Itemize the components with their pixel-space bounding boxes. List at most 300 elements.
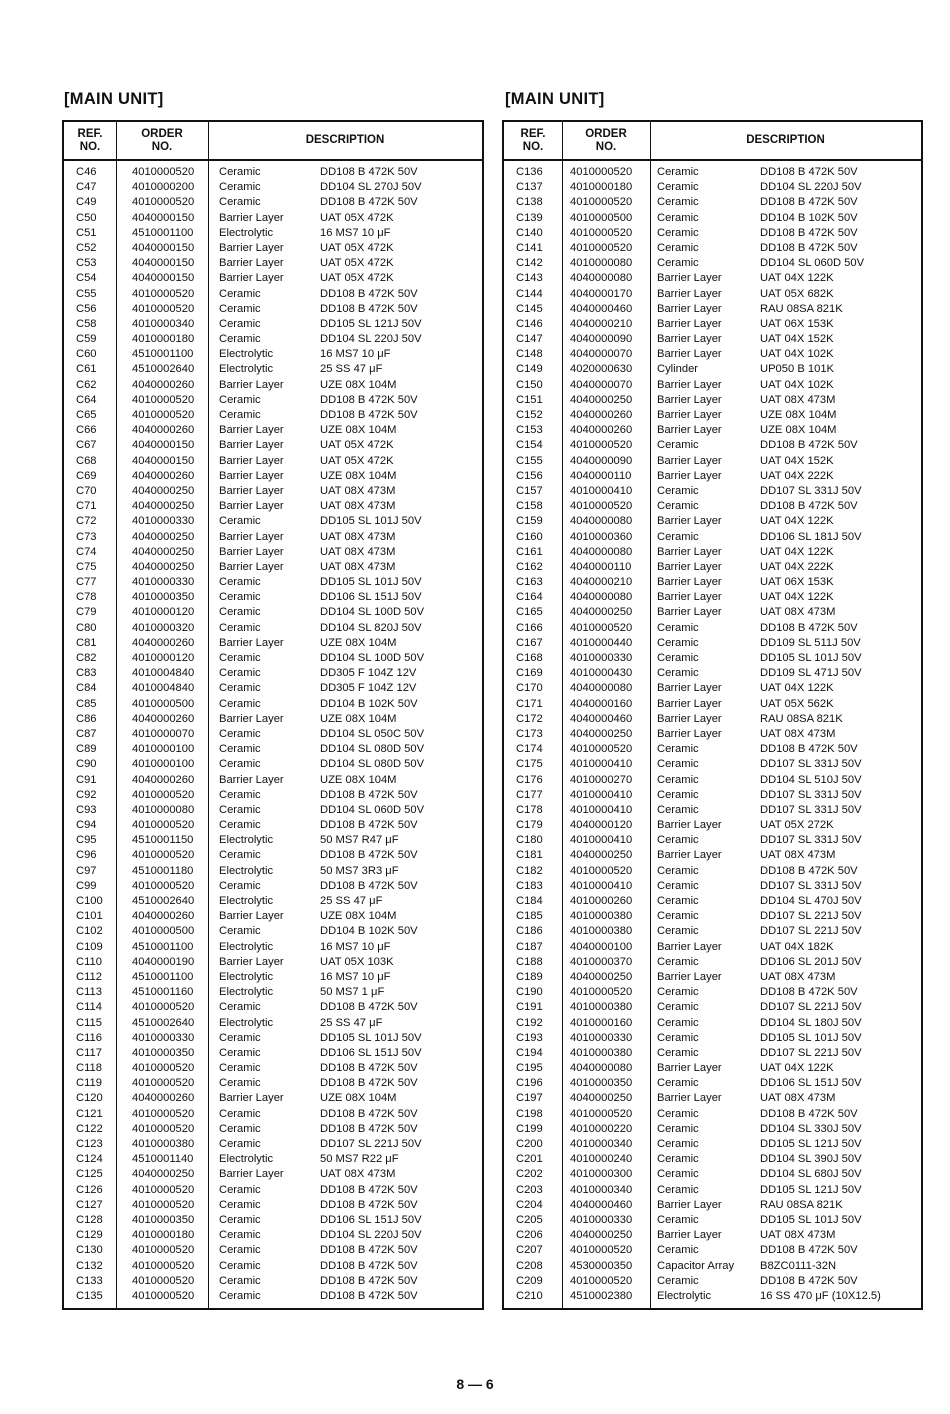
order-no-cell: 4510002640 xyxy=(132,895,195,907)
table-row xyxy=(504,1107,921,1122)
ref-no-cell: C149 xyxy=(516,363,543,376)
ref-no-cell: C186 xyxy=(516,925,543,938)
table-row xyxy=(64,605,482,620)
ref-no-cell: C175 xyxy=(516,758,543,771)
part-type-cell: Ceramic xyxy=(657,1183,699,1196)
part-type-cell: Ceramic xyxy=(657,1107,699,1120)
order-no-cell: 4040000260 xyxy=(132,378,195,391)
part-spec-cell: DD108 B 472K 50V xyxy=(320,879,418,892)
table-row xyxy=(504,1076,921,1091)
part-type-cell: Barrier Layer xyxy=(219,545,284,558)
order-no-cell: 4040000260 xyxy=(132,773,195,786)
ref-no-cell: C144 xyxy=(516,287,543,300)
part-spec-cell: UAT 05X 472K xyxy=(320,272,394,285)
ref-no-cell: C135 xyxy=(76,1289,103,1302)
table-row xyxy=(64,773,482,788)
part-spec-cell: UAT 05X 562K xyxy=(760,697,834,710)
table-body xyxy=(504,165,921,1304)
table-row xyxy=(64,742,482,757)
part-spec-cell: DD107 SL 331J 50V xyxy=(760,834,862,847)
part-spec-cell: 50 MS7 R22 μF xyxy=(320,1153,399,1166)
part-spec-cell: DD107 SL 221J 50V xyxy=(760,1046,862,1059)
part-type-cell: Barrier Layer xyxy=(657,591,722,604)
part-spec-cell: DD108 B 472K 50V xyxy=(320,166,418,178)
part-spec-cell: DD107 SL 331J 50V xyxy=(760,803,862,816)
order-no-cell: 4040000080 xyxy=(570,272,633,285)
part-type-cell: Ceramic xyxy=(219,925,261,938)
part-type-cell: Ceramic xyxy=(219,1062,261,1075)
part-spec-cell: DD106 SL 201J 50V xyxy=(760,955,862,968)
ref-header-line2: NO. xyxy=(522,140,544,153)
part-type-cell: Ceramic xyxy=(657,484,699,497)
ref-no-cell: C71 xyxy=(76,500,97,513)
table-row xyxy=(64,1152,482,1167)
table-row xyxy=(504,454,921,469)
table-row xyxy=(504,560,921,575)
table-row xyxy=(64,408,482,423)
order-no-cell: 4010000520 xyxy=(570,241,633,254)
part-type-cell: Ceramic xyxy=(657,1046,699,1059)
description-header-label: DESCRIPTION xyxy=(746,134,825,146)
table-row xyxy=(504,1289,921,1304)
order-no-cell: 4040000210 xyxy=(570,576,633,589)
part-spec-cell: UZE 08X 104M xyxy=(320,636,397,649)
order-no-cell: 4010000520 xyxy=(132,1183,195,1196)
table-row xyxy=(504,940,921,955)
ref-no-cell: C192 xyxy=(516,1016,543,1029)
order-no-cell: 4040000170 xyxy=(570,287,633,300)
part-spec-cell: 25 SS 47 μF xyxy=(320,895,383,907)
ref-no-cell: C204 xyxy=(516,1198,543,1211)
table-row xyxy=(64,681,482,696)
part-type-cell: Ceramic xyxy=(657,955,699,968)
table-row xyxy=(64,864,482,879)
table-row xyxy=(64,727,482,742)
part-spec-cell: DD104 SL 080D 50V xyxy=(320,758,425,771)
ref-no-cell: C68 xyxy=(76,454,97,467)
part-type-cell: Ceramic xyxy=(657,226,699,239)
part-type-cell: Ceramic xyxy=(219,1001,261,1014)
part-type-cell: Ceramic xyxy=(219,606,261,619)
order-no-cell: 4040000070 xyxy=(570,348,633,361)
part-spec-cell: DD108 B 472K 50V xyxy=(760,986,858,999)
ref-no-cell: C46 xyxy=(76,166,97,178)
part-type-cell: Ceramic xyxy=(657,241,699,254)
order-no-cell: 4510002640 xyxy=(132,363,195,376)
order-no-cell: 4040000090 xyxy=(570,333,633,346)
part-type-cell: Ceramic xyxy=(657,257,699,270)
part-spec-cell: DD105 SL 121J 50V xyxy=(760,1138,862,1150)
ref-no-cell: C133 xyxy=(76,1274,103,1287)
order-no-cell: 4040000250 xyxy=(132,530,195,543)
order-no-cell: 4040000100 xyxy=(570,940,633,953)
part-spec-cell: UAT 05X 472K xyxy=(320,454,394,467)
ref-no-cell: C115 xyxy=(76,1016,102,1029)
description-header xyxy=(650,122,921,159)
order-no-cell: 4010000520 xyxy=(132,879,195,892)
description-header xyxy=(208,122,482,159)
ref-no-cell: C109 xyxy=(76,940,103,953)
ref-no-cell: C92 xyxy=(76,788,97,801)
table-row xyxy=(64,833,482,848)
part-type-cell: Barrier Layer xyxy=(657,454,722,467)
part-type-cell: Electrolytic xyxy=(219,940,274,953)
part-spec-cell: UZE 08X 104M xyxy=(760,424,837,437)
part-spec-cell: DD108 B 472K 50V xyxy=(320,819,418,832)
order-no-cell: 4040000250 xyxy=(570,727,633,740)
part-type-cell: Ceramic xyxy=(657,1001,699,1014)
part-type-cell: Barrier Layer xyxy=(657,287,722,300)
part-spec-cell: UAT 04X 122K xyxy=(760,545,834,558)
part-type-cell: Ceramic xyxy=(657,864,699,877)
ref-no-cell: C162 xyxy=(516,560,543,573)
table-row xyxy=(504,712,921,727)
part-type-cell: Electrolytic xyxy=(219,1016,274,1029)
order-no-cell: 4040000260 xyxy=(132,1092,195,1105)
part-spec-cell: UZE 08X 104M xyxy=(320,910,397,923)
part-type-cell: Barrier Layer xyxy=(219,439,284,452)
table-row xyxy=(64,271,482,286)
table-row xyxy=(504,697,921,712)
order-no-cell: 4010000520 xyxy=(132,166,195,178)
ref-no-cell: C123 xyxy=(76,1138,103,1150)
table-row xyxy=(64,985,482,1000)
order-no-cell: 4010000380 xyxy=(570,1001,633,1014)
order-no-cell: 4010000180 xyxy=(570,181,633,194)
part-spec-cell: DD105 SL 121J 50V xyxy=(760,1183,862,1196)
ref-no-cell: C191 xyxy=(516,1001,543,1014)
ref-no-cell: C140 xyxy=(516,226,543,239)
table-header xyxy=(64,122,482,161)
order-no-cell: 4010000520 xyxy=(132,1244,195,1257)
part-spec-cell: 50 MS7 R47 μF xyxy=(320,834,399,847)
part-type-cell: Ceramic xyxy=(657,181,699,194)
ref-no-cell: C60 xyxy=(76,348,97,361)
table-row xyxy=(64,1061,482,1076)
part-spec-cell: DD104 SL 680J 50V xyxy=(760,1168,862,1181)
part-type-cell: Ceramic xyxy=(219,667,261,680)
ref-no-cell: C154 xyxy=(516,439,543,452)
ref-no-cell: C52 xyxy=(76,241,97,254)
part-spec-cell: UAT 04X 122K xyxy=(760,272,834,285)
ref-no-cell: C85 xyxy=(76,697,97,710)
part-type-cell: Ceramic xyxy=(657,925,699,938)
ref-no-cell: C84 xyxy=(76,682,97,695)
part-type-cell: Ceramic xyxy=(657,758,699,771)
order-no-cell: 4040000250 xyxy=(132,545,195,558)
order-no-cell: 4010000350 xyxy=(132,1213,195,1226)
table-row xyxy=(504,1152,921,1167)
order-no-cell: 4010000520 xyxy=(132,1077,195,1090)
order-no-cell: 4010000350 xyxy=(132,591,195,604)
part-type-cell: Electrolytic xyxy=(219,1153,274,1166)
table-row xyxy=(64,894,482,909)
part-spec-cell: 25 SS 47 μF xyxy=(320,1016,383,1029)
part-type-cell: Cylinder xyxy=(657,363,699,376)
order-no-cell: 4010000340 xyxy=(132,317,195,330)
part-spec-cell: DD104 SL 080D 50V xyxy=(320,743,425,756)
table-row xyxy=(64,287,482,302)
table-row xyxy=(64,241,482,256)
ref-header-line1: REF. xyxy=(77,127,103,140)
part-type-cell: Electrolytic xyxy=(219,864,274,877)
part-type-cell: Barrier Layer xyxy=(657,272,722,285)
ref-no-cell: C160 xyxy=(516,530,543,543)
ref-no-cell: C58 xyxy=(76,317,97,330)
ref-no-cell: C164 xyxy=(516,591,543,604)
order-header-line1: ORDER xyxy=(141,127,183,140)
order-no-cell: 4010000100 xyxy=(132,758,195,771)
part-type-cell: Ceramic xyxy=(657,773,699,786)
part-type-cell: Ceramic xyxy=(657,1168,699,1181)
table-row xyxy=(504,1183,921,1198)
part-type-cell: Barrier Layer xyxy=(657,317,722,330)
order-no-cell: 4010004840 xyxy=(132,682,195,695)
part-type-cell: Ceramic xyxy=(219,758,261,771)
part-spec-cell: UAT 04X 122K xyxy=(760,515,834,528)
part-spec-cell: DD104 SL 470J 50V xyxy=(760,895,862,907)
part-spec-cell: DD105 SL 121J 50V xyxy=(320,317,422,330)
part-spec-cell: 16 SS 470 μF (10X12.5) xyxy=(760,1289,881,1302)
order-no-cell: 4010000520 xyxy=(132,1001,195,1014)
order-no-cell: 4020000630 xyxy=(570,363,633,376)
part-spec-cell: UZE 08X 104M xyxy=(760,409,837,421)
ref-no-cell: C203 xyxy=(516,1183,543,1196)
order-no-cell: 4010000350 xyxy=(132,1046,195,1059)
part-type-cell: Barrier Layer xyxy=(657,348,722,361)
part-type-cell: Ceramic xyxy=(657,1016,699,1029)
ref-no-cell: C74 xyxy=(76,545,97,558)
part-type-cell: Barrier Layer xyxy=(657,697,722,710)
ref-no-cell: C55 xyxy=(76,287,97,300)
table-row xyxy=(64,1031,482,1046)
table-row xyxy=(504,165,921,180)
order-no-cell: 4010000380 xyxy=(570,910,633,923)
table-row xyxy=(64,302,482,317)
table-row xyxy=(64,1183,482,1198)
order-no-cell: 4010000520 xyxy=(570,864,633,877)
part-spec-cell: DD108 B 472K 50V xyxy=(320,849,418,862)
table-row xyxy=(64,165,482,180)
table-row xyxy=(64,909,482,924)
ref-no-cell: C170 xyxy=(516,682,543,695)
parts-table-right xyxy=(502,120,923,1310)
order-no-cell: 4010000410 xyxy=(570,834,633,847)
part-spec-cell: DD107 SL 221J 50V xyxy=(760,925,862,938)
order-no-cell: 4510002640 xyxy=(132,1016,195,1029)
part-type-cell: Ceramic xyxy=(219,1122,261,1135)
ref-no-cell: C156 xyxy=(516,469,543,482)
table-row xyxy=(504,1122,921,1137)
order-no-cell: 4040000080 xyxy=(570,591,633,604)
order-no-cell: 4010000520 xyxy=(132,849,195,862)
part-type-cell: Ceramic xyxy=(657,652,699,664)
ref-no-cell: C61 xyxy=(76,363,97,376)
order-no-cell: 4510001100 xyxy=(132,940,194,953)
order-no-cell: 4010000380 xyxy=(570,925,633,938)
part-type-cell: Barrier Layer xyxy=(219,530,284,543)
order-no-cell: 4010000520 xyxy=(570,986,633,999)
ref-no-cell: C209 xyxy=(516,1274,543,1287)
order-no-cell: 4010000520 xyxy=(570,1274,633,1287)
ref-no-cell: C83 xyxy=(76,667,97,680)
ref-no-cell: C176 xyxy=(516,773,543,786)
ref-no-cell: C208 xyxy=(516,1259,543,1272)
table-row xyxy=(504,773,921,788)
ref-no-cell: C147 xyxy=(516,333,543,346)
table-row xyxy=(504,575,921,590)
ref-no-cell: C210 xyxy=(516,1289,543,1302)
ref-no-cell: C143 xyxy=(516,272,543,285)
part-spec-cell: UAT 08X 473M xyxy=(320,545,396,558)
order-no-cell: 4510001100 xyxy=(132,226,194,239)
part-spec-cell: UAT 05X 103K xyxy=(320,955,394,968)
order-no-cell: 4040000250 xyxy=(132,560,195,573)
ref-no-cell: C73 xyxy=(76,530,97,543)
order-no-cell: 4040000150 xyxy=(132,241,195,254)
table-row xyxy=(504,302,921,317)
ref-no-cell: C201 xyxy=(516,1153,543,1166)
ref-no-cell: C77 xyxy=(76,576,97,589)
part-spec-cell: DD108 B 472K 50V xyxy=(320,1077,418,1090)
part-type-cell: Barrier Layer xyxy=(657,333,722,346)
part-type-cell: Electrolytic xyxy=(219,226,274,239)
part-spec-cell: DD105 SL 101J 50V xyxy=(760,1031,862,1044)
part-spec-cell: DD104 SL 220J 50V xyxy=(320,333,422,346)
part-type-cell: Barrier Layer xyxy=(657,378,722,391)
part-type-cell: Ceramic xyxy=(219,591,261,604)
ref-no-cell: C70 xyxy=(76,484,97,497)
order-no-cell: 4510001100 xyxy=(132,970,194,983)
part-type-cell: Ceramic xyxy=(219,166,261,178)
ref-no-cell: C155 xyxy=(516,454,543,467)
part-type-cell: Barrier Layer xyxy=(657,682,722,695)
part-type-cell: Ceramic xyxy=(657,530,699,543)
part-type-cell: Ceramic xyxy=(219,1198,261,1211)
part-spec-cell: UAT 05X 272K xyxy=(760,819,834,832)
part-spec-cell: DD104 B 102K 50V xyxy=(760,211,858,224)
order-no-cell: 4010000410 xyxy=(570,484,633,497)
ref-no-cell: C62 xyxy=(76,378,97,391)
part-spec-cell: DD108 B 472K 50V xyxy=(320,1001,418,1014)
part-spec-cell: DD108 B 472K 50V xyxy=(320,1183,418,1196)
part-spec-cell: UZE 08X 104M xyxy=(320,469,397,482)
order-no-cell: 4010000500 xyxy=(132,697,195,710)
order-no-cell: 4010000410 xyxy=(570,879,633,892)
order-no-cell: 4040000260 xyxy=(132,469,195,482)
part-type-cell: Ceramic xyxy=(657,743,699,756)
ref-no-cell: C100 xyxy=(76,895,103,907)
order-no-cell: 4010000520 xyxy=(570,1107,633,1120)
ref-no-cell: C125 xyxy=(76,1168,103,1181)
table-row xyxy=(64,818,482,833)
part-type-cell: Ceramic xyxy=(219,302,261,315)
part-spec-cell: DD105 SL 101J 50V xyxy=(320,1031,422,1044)
ref-no-cell: C158 xyxy=(516,500,543,513)
table-row xyxy=(504,287,921,302)
table-row xyxy=(64,514,482,529)
order-no-cell: 4040000250 xyxy=(132,484,195,497)
order-no-cell: 4010000520 xyxy=(570,439,633,452)
part-spec-cell: DD106 SL 181J 50V xyxy=(760,530,862,543)
table-row xyxy=(64,1122,482,1137)
ref-no-cell: C126 xyxy=(76,1183,103,1196)
part-spec-cell: DD108 B 472K 50V xyxy=(320,788,418,801)
order-no-cell: 4010000240 xyxy=(570,1153,633,1166)
part-type-cell: Barrier Layer xyxy=(219,1092,284,1105)
order-no-cell: 4010000520 xyxy=(570,500,633,513)
table-row xyxy=(64,924,482,939)
part-spec-cell: 16 MS7 10 μF xyxy=(320,940,391,953)
part-spec-cell: 16 MS7 10 μF xyxy=(320,348,391,361)
order-no-cell: 4530000350 xyxy=(570,1259,633,1272)
order-no-cell: 4040000110 xyxy=(570,469,632,482)
order-no-cell: 4010000330 xyxy=(570,1213,633,1226)
table-row xyxy=(504,530,921,545)
part-type-cell: Barrier Layer xyxy=(219,469,284,482)
ref-no-cell: C118 xyxy=(76,1062,102,1075)
table-row xyxy=(504,590,921,605)
part-type-cell: Ceramic xyxy=(219,1046,261,1059)
table-row xyxy=(504,362,921,377)
part-spec-cell: DD108 B 472K 50V xyxy=(320,1122,418,1135)
ref-no-cell: C206 xyxy=(516,1229,543,1242)
table-row xyxy=(64,1016,482,1031)
table-row xyxy=(504,226,921,241)
table-body xyxy=(64,165,482,1304)
table-row xyxy=(504,195,921,210)
part-type-cell: Barrier Layer xyxy=(657,940,722,953)
part-type-cell: Ceramic xyxy=(219,621,261,634)
table-row xyxy=(64,712,482,727)
order-no-cell: 4010000520 xyxy=(132,287,195,300)
part-spec-cell: UZE 08X 104M xyxy=(320,378,397,391)
ref-no-header xyxy=(64,122,116,159)
part-spec-cell: DD104 SL 100D 50V xyxy=(320,652,425,664)
order-no-cell: 4010000520 xyxy=(570,743,633,756)
part-spec-cell: RAU 08SA 821K xyxy=(760,1198,843,1211)
part-type-cell: Barrier Layer xyxy=(219,424,284,437)
part-type-cell: Barrier Layer xyxy=(219,241,284,254)
part-spec-cell: 50 MS7 1 μF xyxy=(320,986,385,999)
table-row xyxy=(64,955,482,970)
table-row xyxy=(64,560,482,575)
table-row xyxy=(64,590,482,605)
ref-no-cell: C146 xyxy=(516,317,543,330)
table-row xyxy=(504,514,921,529)
part-type-cell: Ceramic xyxy=(219,1138,261,1150)
ref-no-cell: C94 xyxy=(76,819,97,832)
part-spec-cell: UAT 05X 472K xyxy=(320,257,394,270)
part-type-cell: Ceramic xyxy=(657,1138,699,1150)
table-row xyxy=(64,1198,482,1213)
part-type-cell: Ceramic xyxy=(219,196,261,209)
part-type-cell: Electrolytic xyxy=(219,363,274,376)
order-no-cell: 4010000360 xyxy=(570,530,633,543)
part-spec-cell: UAT 08X 473M xyxy=(320,500,396,513)
part-type-cell: Ceramic xyxy=(657,621,699,634)
order-no-cell: 4040000260 xyxy=(570,409,633,421)
part-spec-cell: UZE 08X 104M xyxy=(320,1092,397,1105)
part-spec-cell: DD108 B 472K 50V xyxy=(760,743,858,756)
ref-no-cell: C112 xyxy=(76,970,102,983)
order-no-cell: 4010000520 xyxy=(132,1062,195,1075)
ref-no-cell: C47 xyxy=(76,181,97,194)
table-row xyxy=(504,1031,921,1046)
part-type-cell: Barrier Layer xyxy=(657,469,722,482)
part-type-cell: Ceramic xyxy=(657,803,699,816)
table-row xyxy=(64,393,482,408)
